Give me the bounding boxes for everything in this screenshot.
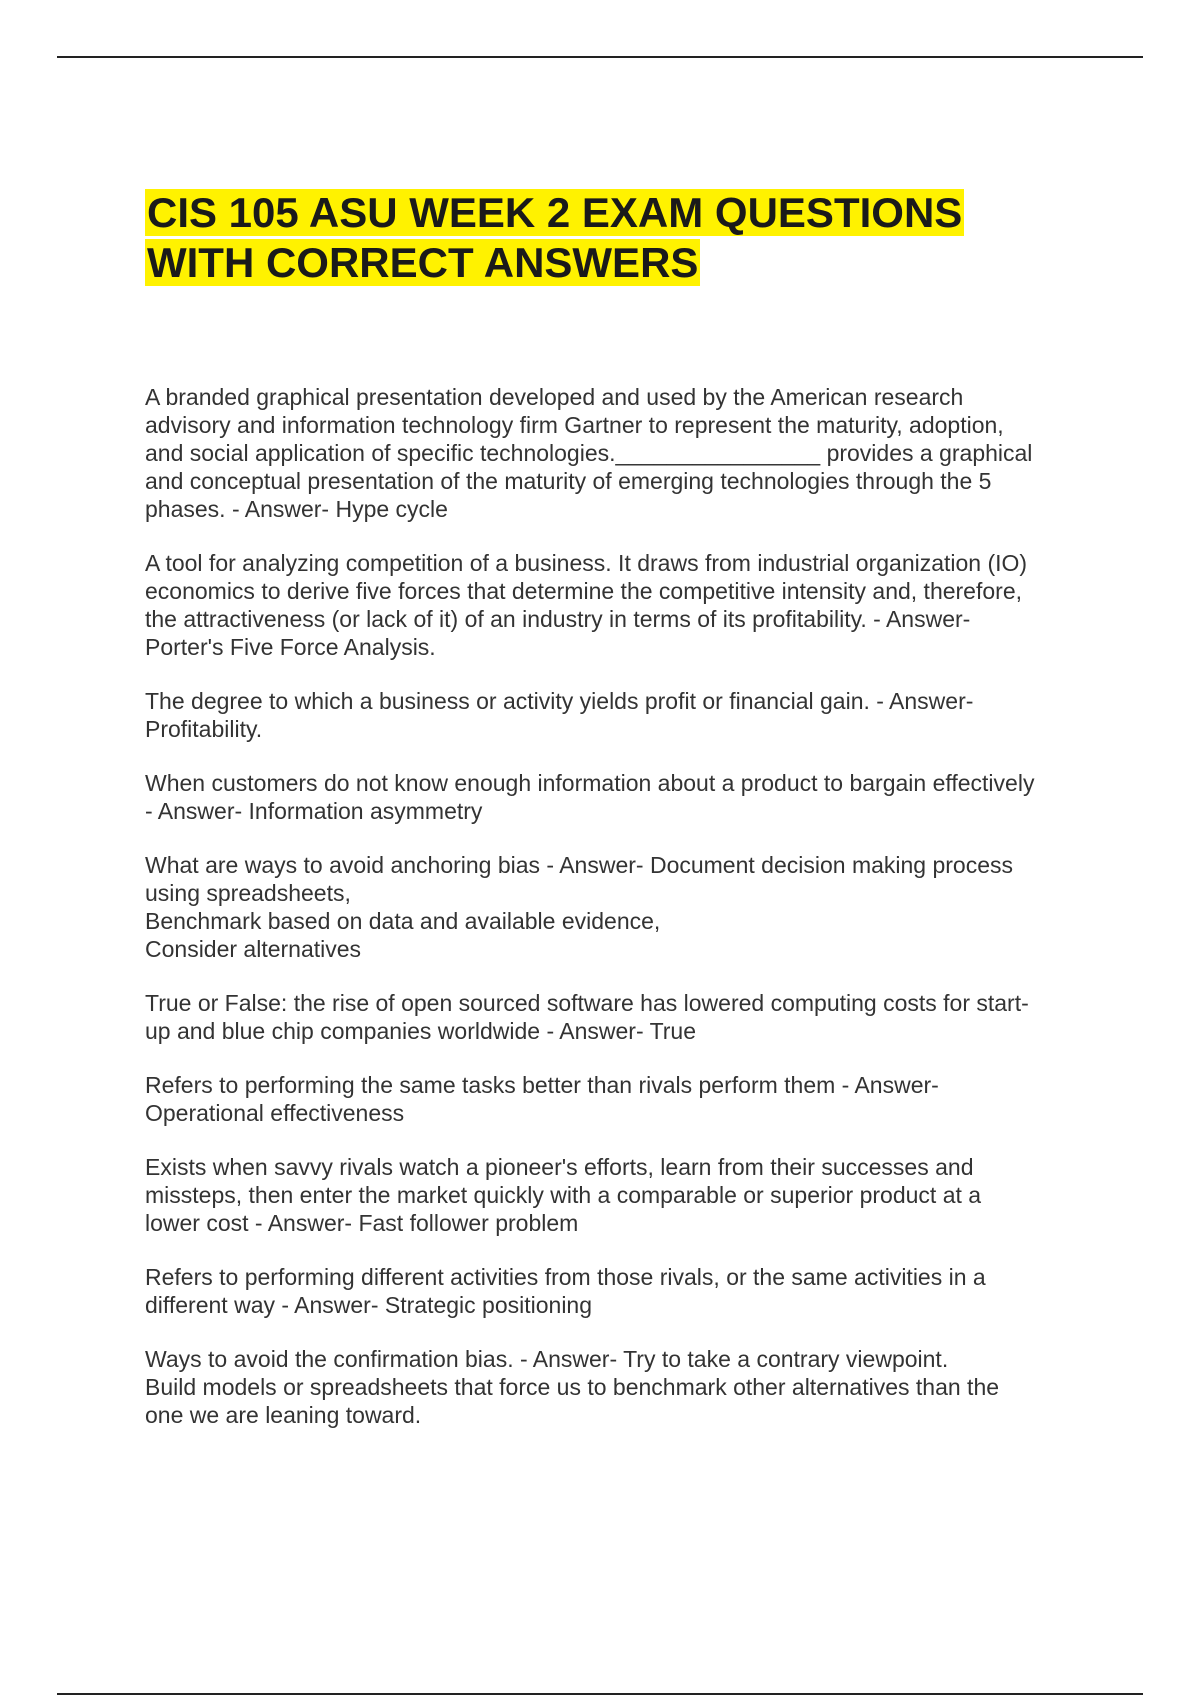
qa-item [145, 1153, 1085, 1237]
qa-line: economics to derive five forces that determine the competitive intensity and, therefore, [145, 578, 1022, 604]
qa-line: up and blue chip companies worldwide - Answer- True [145, 1018, 697, 1044]
qa-item [145, 1071, 1085, 1127]
qa-item [145, 989, 1085, 1045]
qa-line: Refers to performing the same tasks better than rivals perform them - Answer- [145, 1072, 939, 1098]
qa-line: A tool for analyzing competition of a business. It draws from industrial organization (IO) [145, 550, 1028, 576]
qa-line: and conceptual presentation of the maturity of emerging technologies through the 5 [145, 468, 992, 494]
qa-line: Ways to avoid the confirmation bias. - Answer- Try to take a contrary viewpoint. [145, 1346, 949, 1372]
qa-item [145, 851, 1085, 963]
top-rule [57, 56, 1143, 58]
qa-line: What are ways to avoid anchoring bias - Answer- Document decision making process [145, 852, 1014, 878]
qa-line: Build models or spreadsheets that force us to benchmark other alternatives than the [145, 1374, 1000, 1400]
qa-line: - Answer- Information asymmetry [145, 798, 483, 824]
qa-line: Profitability. [145, 716, 263, 742]
qa-line: phases. - Answer- Hype cycle [145, 496, 448, 522]
bottom-rule [57, 1693, 1143, 1695]
qa-line: and social application of specific technologies.________________ provides a graphical [145, 440, 1033, 466]
qa-item [145, 1345, 1085, 1429]
qa-item [145, 1263, 1085, 1319]
document-title-line-2: WITH CORRECT ANSWERS [147, 239, 699, 286]
qa-line: Consider alternatives [145, 936, 362, 962]
qa-line: True or False: the rise of open sourced software has lowered computing costs for start- [145, 990, 1029, 1016]
qa-line: one we are leaning toward. [145, 1402, 422, 1428]
qa-item [145, 769, 1085, 825]
qa-list [145, 383, 1085, 1455]
qa-line: using spreadsheets, [145, 880, 351, 906]
qa-line: Operational effectiveness [145, 1100, 405, 1126]
qa-line: Exists when savvy rivals watch a pioneer's efforts, learn from their successes and [145, 1154, 974, 1180]
document-title [145, 188, 1105, 288]
document-title-line-1: CIS 105 ASU WEEK 2 EXAM QUESTIONS [147, 189, 963, 236]
qa-item [145, 549, 1085, 661]
qa-line: the attractiveness (or lack of it) of an industry in terms of its profitability. - Answer- [145, 606, 971, 632]
qa-line: When customers do not know enough information about a product to bargain effectively [145, 770, 1035, 796]
qa-line: Refers to performing different activities from those rivals, or the same activities in a [145, 1264, 986, 1290]
qa-line: different way - Answer- Strategic positioning [145, 1292, 593, 1318]
qa-line: advisory and information technology firm Gartner to represent the maturity, adoption, [145, 412, 1004, 438]
qa-line: The degree to which a business or activity yields profit or financial gain. - Answer- [145, 688, 974, 714]
qa-line: Porter's Five Force Analysis. [145, 634, 436, 660]
qa-line: lower cost - Answer- Fast follower problem [145, 1210, 579, 1236]
qa-line: A branded graphical presentation developed and used by the American research [145, 384, 964, 410]
qa-item [145, 687, 1085, 743]
qa-item [145, 383, 1085, 523]
qa-line: Benchmark based on data and available evidence, [145, 908, 661, 934]
qa-line: missteps, then enter the market quickly with a comparable or superior product at a [145, 1182, 982, 1208]
